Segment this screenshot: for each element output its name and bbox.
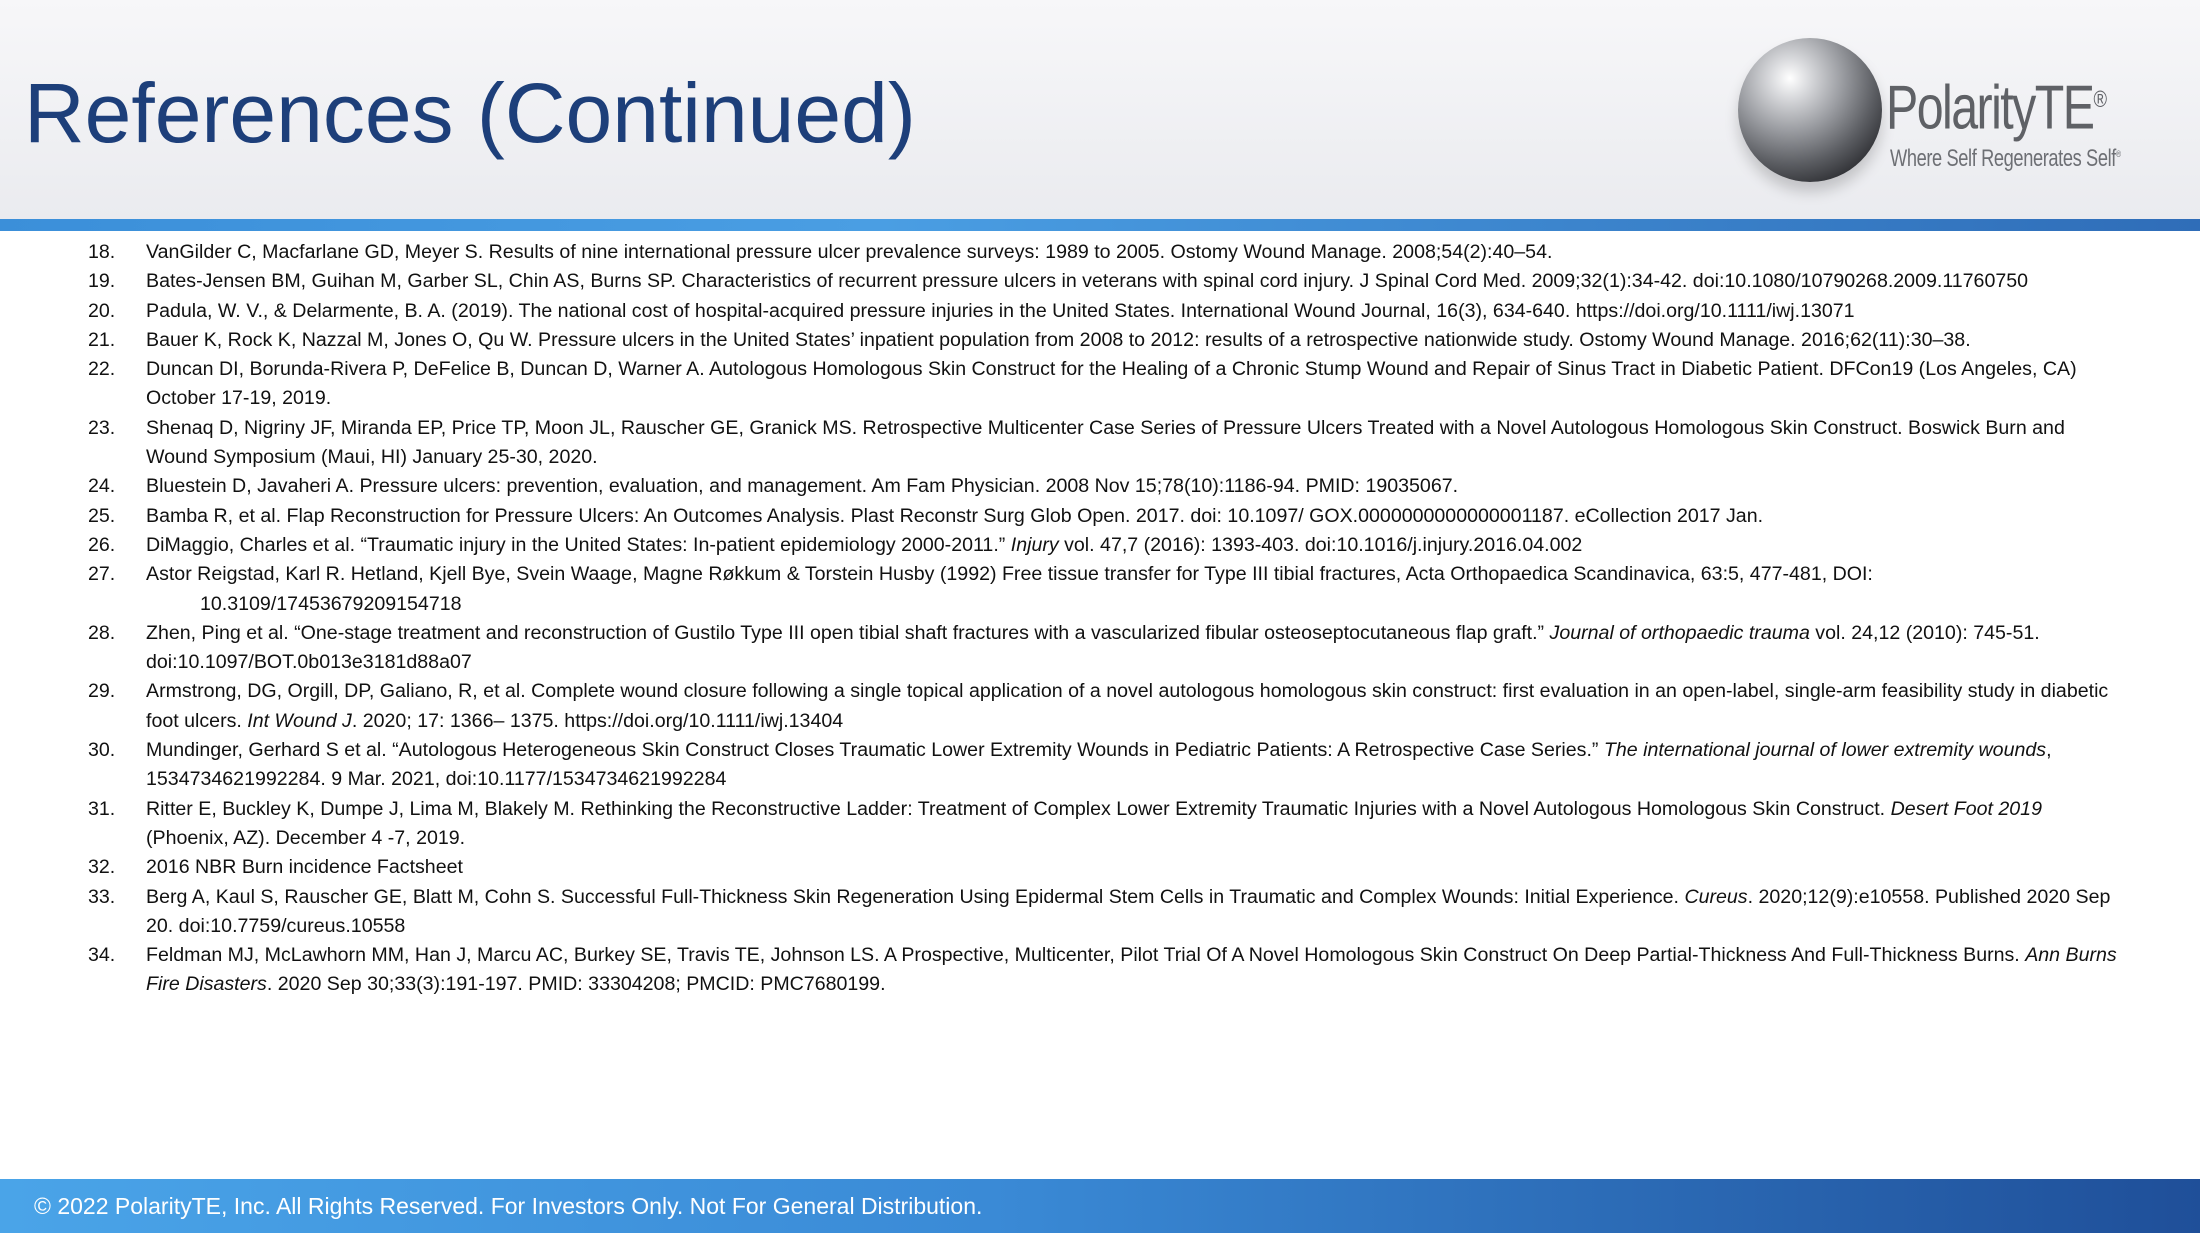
reference-item [0,677,2200,736]
citation-segment: VanGilder C, Macfarlane GD, Meyer S. Results of nine international pressure ulcer prevalence surveys: 1989 to 2005. Ostomy Wound Manage. 2008;54(2):40–54. [146,241,1553,263]
reference-number: 19. [88,270,116,293]
citation-segment: , 1534734621992284. 9 Mar. 2021, doi:10.1177/1534734621992284 [146,739,2052,791]
reference-text [146,563,2120,619]
reference-number: 26. [88,533,116,556]
reference-number: 20. [88,299,116,322]
reference-text [146,270,2028,292]
citation-segment: Ritter E, Buckley K, Dumpe J, Lima M, Blakely M. Rethinking the Reconstructive Ladder: Treatment of Complex Lower Extremity Traumatic Injuries with a Novel Autologous Homologous Skin Construct. [146,797,1891,820]
journal-title: Injury [1010,533,1059,556]
reference-number: 33. [88,885,116,908]
citation-segment: Bluestein D, Javaheri A. Pressure ulcers: prevention, evaluation, and management. Am Fam Physician. 2008 Nov 15;78(10):1186-94. PMID: 19035067. [146,475,1459,498]
reference-item [0,502,2200,531]
citation-segment: Mundinger, Gerhard S et al. “Autologous Heterogeneous Skin Construct Closes Traumatic Lower Extremity Wounds in Pediatric Patients: A Retrospective Case Series.” [146,739,1604,762]
logo-wordmark: PolarityTE® [1886,73,2106,143]
citation-segment: vol. 24,12 (2010): 745-51. doi:10.1097/BOT.0b013e3181d88a07 [146,621,2040,674]
reference-number: 18. [88,241,116,263]
reference-list [0,238,2200,1000]
reference-number: 28. [88,621,116,644]
reference-item [0,560,2200,619]
citation-segment: . 2020 Sep 30;33(3):191-197. PMID: 33304208; PMCID: PMC7680199. [266,973,886,996]
reference-number: 24. [88,475,116,498]
citation-segment: Astor Reigstad, Karl R. Hetland, Kjell Bye, Svein Waage, Magne Røkkum & Torstein Husby (1992) Free tissue transfer for Type III tibial fractures, Acta Orthopaedica Scandinavica, 63:5, 477-481, DOI: [146,563,1873,586]
citation-segment: Bates-Jensen BM, Guihan M, Garber SL, Chin AS, Burns SP. Characteristics of recurrent pressure ulcers in veterans with spinal cord injury. J Spinal Cord Med. 2009;32(1):34-42. doi:10.1080/10790268.2009.11760750 [146,270,2029,293]
reference-number: 22. [88,358,116,381]
reference-text [146,475,1458,497]
citation-segment: . 2020; 17: 1366– 1375. https://doi.org/10.1111/iwj.13404 [351,709,844,732]
reference-item [0,326,2200,355]
reference-item [0,297,2200,326]
reference-text [146,944,2117,995]
citation-segment: Berg A, Kaul S, Rauscher GE, Blatt M, Cohn S. Successful Full-Thickness Skin Regeneration Using Epidermal Stem Cells in Traumatic and Complex Wounds: Initial Experience. [146,885,1685,908]
citation-segment: Bamba R, et al. Flap Reconstruction for Pressure Ulcers: An Outcomes Analysis. Plast Reconstr Surg Glob Open. 2017. doi: 10.1097/ GOX.0000000000000001187. eCollection 2017 Jan. [146,504,1764,527]
journal-title: Journal of orthopaedic trauma [1549,621,1810,644]
journal-title: Cureus [1684,885,1748,908]
reference-item [0,355,2200,414]
journal-title: The international journal of lower extremity wounds [1603,739,2047,762]
reference-item [0,472,2200,501]
reference-item [0,238,2200,267]
sphere-logo-icon [1738,38,1882,182]
citation-segment: vol. 47,7 (2016): 1393-403. doi:10.1016/j.injury.2016.04.002 [1058,533,1583,556]
reference-number: 32. [88,856,116,879]
reference-item [0,941,2200,1000]
citation-segment: Padula, W. V., & Delarmente, B. A. (2019). The national cost of hospital-acquired pressure injuries in the United States. International Wound Journal, 16(3), 634-640. https://doi.org/10.1111/iwj.13071 [146,299,1855,322]
reference-item [0,414,2200,473]
reference-item [0,736,2200,795]
citation-segment: Feldman MJ, McLawhorn MM, Han J, Marcu AC, Burkey SE, Travis TE, Johnson LS. A Prospective, Multicenter, Pilot Trial Of A Novel Homologous Skin Construct On Deep Partial-Thickness And Full-Thickness Burns. [146,944,2026,967]
reference-item [0,853,2200,882]
reference-text [146,358,2077,409]
reference-number: 23. [88,416,116,439]
reference-number: 29. [88,680,116,703]
citation-segment: Duncan DI, Borunda-Rivera P, DeFelice B, Duncan D, Warner A. Autologous Homologous Skin Construct for the Healing of a Chronic Stump Wound and Repair of Sinus Tract in Diabetic Patient. DFCon19 (Los Angeles, CA) October 17-19, 2019. [146,358,2077,410]
company-logo [1734,36,2121,188]
copyright-notice: © 2022 PolarityTE, Inc. All Rights Reserved. For Investors Only. Not For General Distribution. [34,1193,983,1219]
reference-item [0,531,2200,560]
citation-segment: Shenaq D, Nigriny JF, Miranda EP, Price TP, Moon JL, Rauscher GE, Granick MS. Retrospective Multicenter Case Series of Pressure Ulcers Treated with a Novel Autologous Homologous Skin Construct. Boswick Burn and Wound Symposium (Maui, HI) January 25-30, 2020. [146,416,2065,469]
slide-footer [0,1179,2200,1233]
reference-text [146,505,1763,527]
journal-title: Int Wound J [247,709,352,732]
slide-header [0,0,2200,220]
citation-doi: 10.3109/17453679209154718 [200,592,462,615]
citation-segment: Armstrong, DG, Orgill, DP, Galiano, R, et al. Complete wound closure following a single topical application of a novel autologous homologous skin construct: first evaluation in an open-label, single-arm feasibility study in diabetic foot ulcers. [146,680,2109,732]
reference-text [146,300,1855,322]
reference-item [0,795,2200,854]
page-title: References (Continued) [24,66,916,160]
citation-segment: Bauer K, Rock K, Nazzal M, Jones O, Qu W. Pressure ulcers in the United States’ inpatient population from 2008 to 2012: results of a retrospective nationwide study. Ostomy Wound Manage. 2016;62(11):30–38. [146,328,1971,351]
logo-tagline: Where Self Regenerates Self® [1890,145,2121,172]
reference-text [146,417,2065,468]
reference-item [0,619,2200,678]
reference-number: 34. [88,944,116,967]
header-divider [0,219,2200,231]
citation-segment: Zhen, Ping et al. “One-stage treatment and reconstruction of Gustilo Type III open tibial shaft fractures with a vascularized fibular osteoseptocutaneous flap graft.” [146,621,1550,644]
citation-segment: . 2020;12(9):e10558. Published 2020 Sep 20. doi:10.7759/cureus.10558 [146,885,2111,937]
reference-text [146,622,2040,673]
reference-text [146,856,463,878]
reference-text [146,329,1971,351]
citation-segment: (Phoenix, AZ). December 4 -7, 2019. [146,826,466,849]
reference-number: 27. [88,563,116,586]
reference-item [0,883,2200,942]
reference-number: 25. [88,504,116,527]
citation-segment: 2016 NBR Burn incidence Factsheet [146,856,463,879]
journal-title: Ann Burns Fire Disasters [146,944,2117,996]
reference-number: 30. [88,739,116,762]
reference-number: 31. [88,797,116,820]
reference-text [146,798,2042,849]
reference-text [146,241,1552,263]
reference-text [146,680,2108,731]
reference-text [146,886,2110,937]
reference-text [146,739,2052,790]
reference-item [0,267,2200,296]
reference-number: 21. [88,328,116,351]
journal-title: Desert Foot 2019 [1890,797,2042,820]
citation-segment: DiMaggio, Charles et al. “Traumatic injury in the United States: In-patient epidemiology 2000-2011.” [146,533,1011,556]
reference-text [146,534,1582,556]
